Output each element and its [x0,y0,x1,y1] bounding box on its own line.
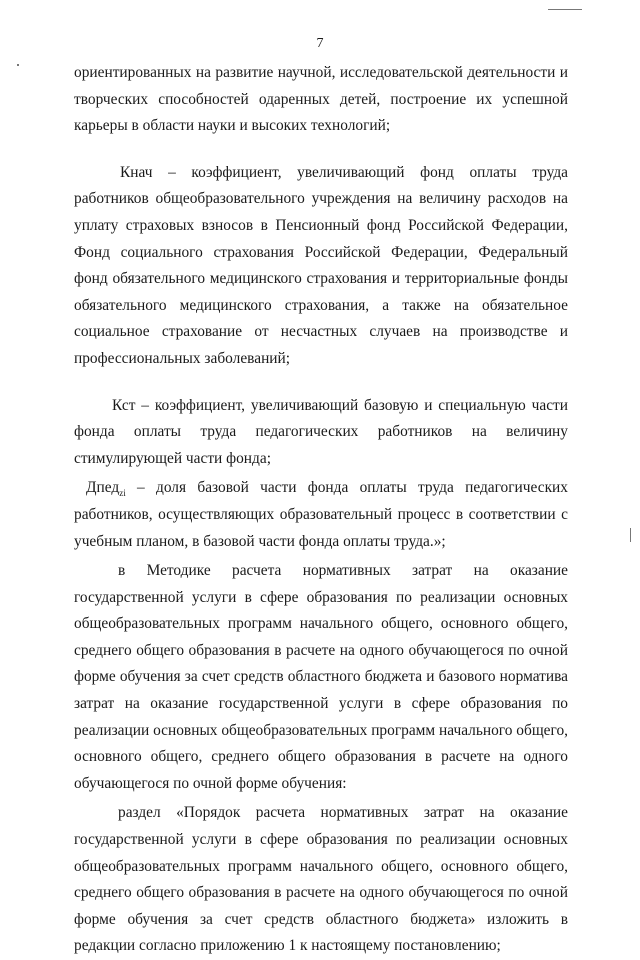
text-line: в Методике расчета нормативных затрат на оказание [118,562,568,580]
text-line: социальное страхование от несчастных случаев на производстве и [74,323,568,341]
text-line: обязательного медицинского страхования, а также на обязательное [74,296,568,314]
text-line: творческих способностей одаренных детей, построение их успешной [74,90,568,108]
text-line: фонд обязательного медицинского страхования и территориальные фонды [74,270,568,288]
text-line: государственной услуги в сфере образования по реализации основных [74,588,568,606]
paragraph-dped [74,475,568,555]
paragraph-knach [74,160,568,373]
scan-mark-top-right [548,9,582,10]
paragraph-section [74,800,568,960]
text-line: карьеры в области науки и высоких технологий; [74,117,391,135]
scan-mark-left-edge [17,64,19,66]
text-line: Фонд социального страхования Российской Федерации, Федеральный [74,243,568,261]
text-line: форме обучения за счет средств областного бюджета и базового норматива [74,668,568,686]
text-line: Кст – коэффициент, увеличивающий базовую и специальную части [112,396,568,414]
paragraph-kst [74,393,568,473]
paragraph-methodology [74,558,568,797]
text-line: ориентированных на развитие научной, исследовательской деятельности и [74,64,568,81]
document-body [74,60,568,960]
text-line: Дпед$_{zi}$ – доля базовой части фонда оплаты труда педагогических [86,479,568,499]
text-line: государственной услуги в сфере образования по реализации основных [74,831,568,849]
scan-mark-right-edge [630,528,631,542]
text-line: обучающегося по очной форме обучения: [74,774,347,792]
text-line: учебным планом, в базовой части фонда оплаты труда.»; [74,532,446,550]
text-line: основного общего, среднего общего образования в расчете на одного [74,748,568,766]
text-line: среднего общего образования в расчете на одного обучающегося по очной [74,641,568,659]
text-line: работников, осуществляющих образовательный процесс в соответствии с [74,505,568,523]
text-line: фонда оплаты труда педагогических работников на величину [74,423,568,441]
text-line: среднего общего образования в расчете на одного обучающегося по очной [74,884,568,902]
page-number: 7 [316,36,324,51]
text-line: профессиональных заболеваний; [74,349,291,367]
text-line: работников общеобразовательного учреждения на величину расходов на [74,190,568,208]
text-line: уплату страховых взносов в Пенсионный фонд Российской Федерации, [74,216,568,234]
text-line: общеобразовательных программ начального общего, основного общего, [74,615,568,633]
text-line: раздел «Порядок расчета нормативных затрат на оказание [118,804,568,822]
text-line: форме обучения за счет средств областного бюджета» изложить в [74,910,568,928]
text-line: общеобразовательных программ начального общего, основного общего, [74,857,568,875]
text-line: Кнач – коэффициент, увеличивающий фонд оплаты труда [120,163,568,181]
text-line: затрат на оказание государственной услуги в сфере образования по [74,695,568,713]
paragraph-continuation [74,60,568,140]
text-line: стимулирующей части фонда; [74,449,271,467]
formula-symbol: Дпед$_{zi}$ [86,479,126,499]
text-line: реализации основных общеобразовательных программ начального общего, [74,721,568,739]
text-line: редакции согласно приложению 1 к настоящему постановлению; [74,937,501,955]
